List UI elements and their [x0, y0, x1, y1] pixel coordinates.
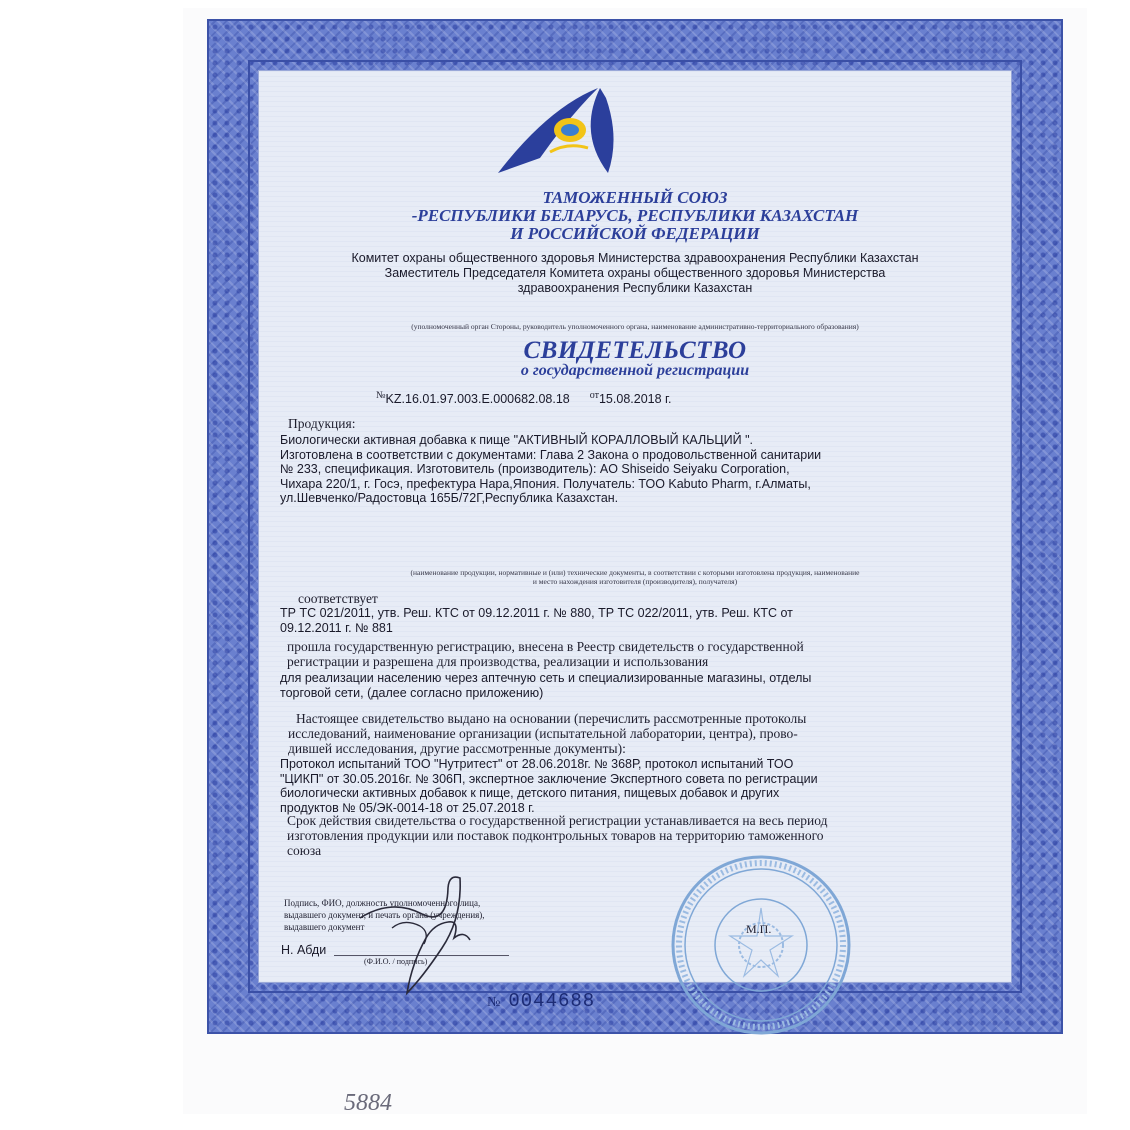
certificate-subtitle: о государственной регистрации	[520, 362, 750, 379]
product-line: ул.Шевченко/Радостовца 165Б/72Г,Республика Казахстан.	[280, 491, 619, 505]
registered-line: прошла государственную регистрацию, внесена в Реестр свидетельств о государственной	[287, 639, 804, 654]
product-description	[280, 433, 1000, 506]
protocol-line: биологически активных добавок к пище, детского питания, пищевых добавок и других	[280, 786, 780, 800]
registration-number-prefix: №	[376, 390, 386, 401]
compliance-standards	[280, 606, 1000, 635]
fio-caption: (Ф.И.О. / подпись)	[364, 957, 428, 966]
validity-line: Срок действия свидетельства о государственной регистрации устанавливается на весь период	[287, 813, 828, 828]
product-caption-line1: (наименование продукции, нормативные и (или) технические документы, в соответствии с которыми изготовлена продукция, наименование	[410, 568, 860, 577]
signature-caption-line: выдавшего документ, и печать органа (учреждения),	[284, 910, 485, 920]
union-title-line2: -РЕСПУБЛИКИ БЕЛАРУСЬ, РЕСПУБЛИКИ КАЗАХСТАН	[411, 206, 859, 225]
validity-line: изготовления продукции или поставок подконтрольных товаров на территорию таможенного	[287, 828, 824, 843]
stamp-label: М.П.	[746, 922, 772, 936]
registered-statement	[287, 639, 1007, 669]
product-label: Продукция:	[288, 416, 356, 431]
authority-line2: Заместитель Председателя Комитета охраны общественного здоровья Министерства	[384, 266, 886, 280]
protocol-line: Протокол испытаний ТОО "Нутритест" от 28.06.2018г. № 368Р, протокол испытаний ТОО	[280, 757, 794, 771]
registered-line: регистрации и разрешена для производства, реализации и использования	[287, 654, 709, 669]
signature-caption-line: выдавшего документ	[284, 922, 365, 932]
product-caption-line2: и место нахождения изготовителя (производителя), получателя)	[532, 577, 738, 586]
serial-value: 0044688	[508, 990, 596, 1012]
authority-line3: здравоохранения Республики Казахстан	[517, 281, 753, 295]
serial-prefix: №	[487, 995, 501, 1010]
basis-statement	[288, 711, 1008, 756]
usage-line: торговой сети, (далее согласно приложению)	[280, 685, 544, 700]
product-line: Чихара 220/1, г. Госэ, префектура Нара,Япония. Получатель: ТОО Kabuto Pharm, г.Алматы,	[280, 476, 811, 491]
product-line: Биологически активная добавка к пище "АКТИВНЫЙ КОРАЛЛОВЫЙ КАЛЬЦИЙ ".	[280, 433, 754, 447]
handwritten-signature	[352, 868, 502, 998]
registration-line	[376, 390, 736, 408]
official-stamp	[666, 850, 856, 1040]
authority-line1: Комитет охраны общественного здоровья Министерства здравоохранения Республики Казахстан	[351, 251, 919, 265]
basis-line: исследований, наименование организации (испытательной лаборатории, центра), прово-	[288, 726, 798, 741]
protocol-line: "ЦИКП" от 30.05.2016г. № 306П, экспертное заключение Экспертного совета по регистрации	[280, 771, 818, 786]
handwritten-note	[340, 1082, 420, 1120]
product-line: Изготовлена в соответствии с документами: Глава 2 Закона о продовольственной санитарии	[280, 447, 822, 462]
signer-name: Н. Абди	[281, 943, 327, 957]
serial-number	[487, 990, 595, 1012]
basis-line: Настоящее свидетельство выдано на основании (перечислить рассмотренные протоколы	[296, 711, 807, 726]
handwritten-note-text: 5884	[344, 1090, 392, 1116]
basis-line: дившей исследования, другие рассмотренные документы):	[288, 741, 626, 756]
registration-date: 15.08.2018 г.	[598, 392, 672, 406]
registration-date-prefix: от	[589, 390, 599, 401]
union-title-line1: ТАМОЖЕННЫЙ СОЮЗ	[542, 188, 728, 207]
compliance-line: 09.12.2011 г. № 881	[280, 620, 393, 635]
protocols-list	[280, 757, 1000, 815]
union-title-line3: И РОССИЙСКОЙ ФЕДЕРАЦИИ	[510, 224, 760, 243]
usage-line: для реализации населению через аптечную сеть и специализированные магазины, отделы	[280, 671, 812, 685]
authority-caption: (уполномоченный орган Стороны, руководитель уполномоченного органа, наименование административно-территориального образования)	[411, 322, 859, 331]
validity-line: союза	[287, 843, 322, 858]
protocol-line: продуктов № 05/ЭК-0014-18 от 25.07.2018 г.	[280, 800, 535, 815]
certificate-title: СВИДЕТЕЛЬСТВО	[523, 337, 747, 364]
usage-statement	[280, 671, 1000, 700]
customs-union-logo	[488, 78, 638, 186]
validity-statement	[287, 813, 1007, 858]
registration-number: KZ.16.01.97.003.E.000682.08.18	[385, 392, 570, 406]
compliance-line: ТР ТС 021/2011, утв. Реш. КТС от 09.12.2011 г. № 880, ТР ТС 022/2011, утв. Реш. КТС от	[280, 606, 793, 620]
signature-caption-line: Подпись, ФИО, должность уполномоченного лица,	[284, 898, 481, 908]
product-line: № 233, спецификация. Изготовитель (производитель): AO Shiseido Seiyaku Corporation,	[280, 462, 790, 476]
compliance-label: соответствует	[298, 591, 378, 606]
